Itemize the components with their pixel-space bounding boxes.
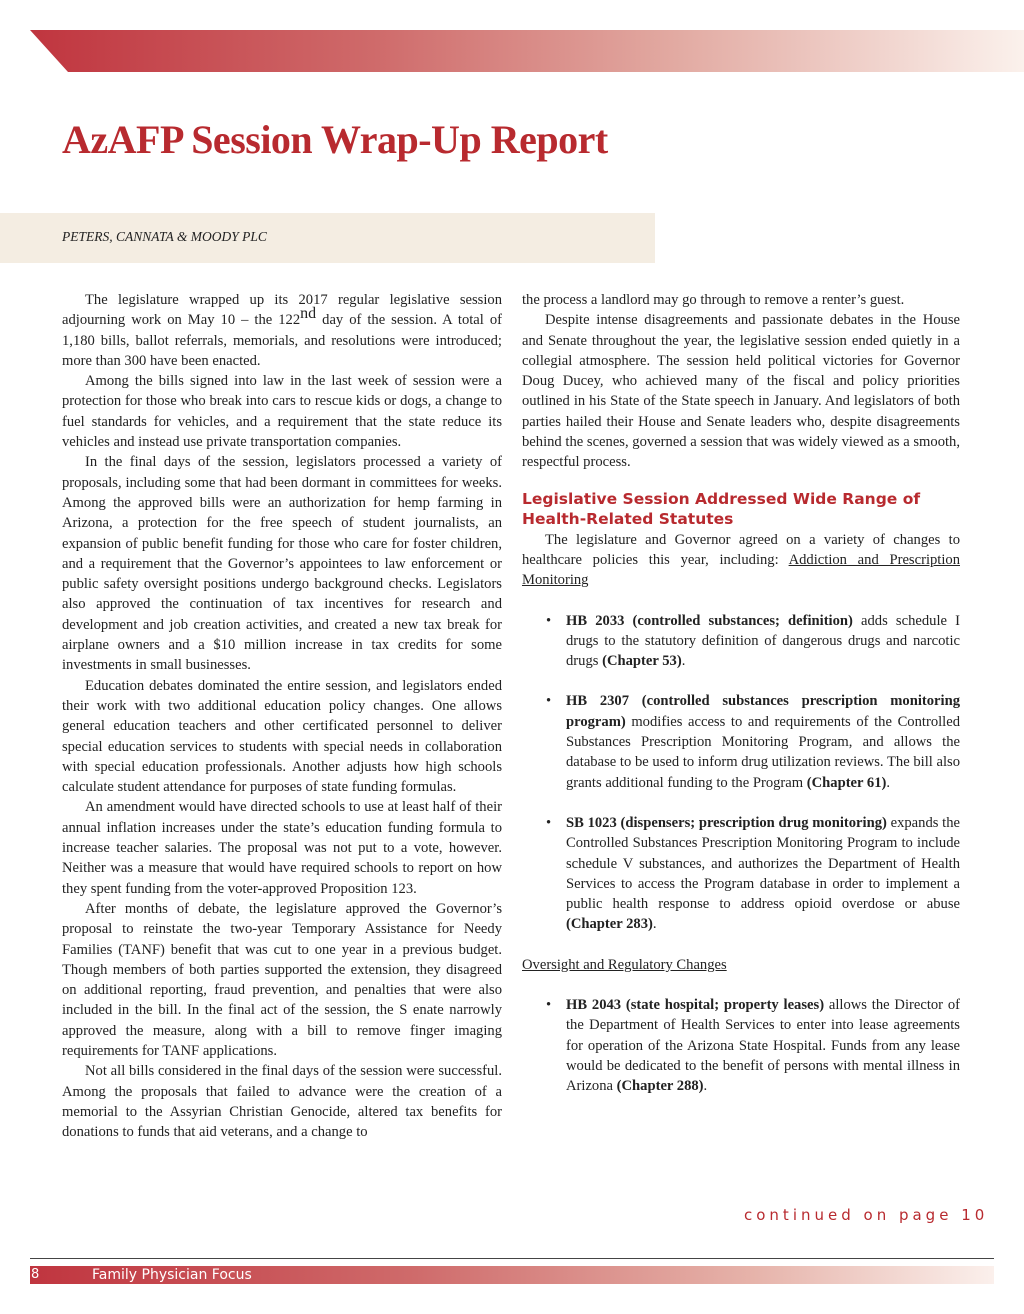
page-number: 8 [31,1267,40,1282]
bill-name: SB 1023 (dispensers; prescription drug monitoring) [566,814,887,831]
subheading-oversight: Oversight and Regulatory Changes [522,956,727,973]
paragraph [522,530,960,591]
bill-description: allows the Director of the Department of Health Services to enter into lease agreements for operation of the Arizona State Hospital. Funds from any lease would be dedicated to the benefit of persons with mental illness in Arizona [566,997,960,1095]
paragraph: Despite intense disagreements and passionate debates in the House and Senate throughout the year, the legislative session ended quietly in a collegial atmosphere. The session held political victories for Governor Doug Ducey, who achieved many of the fiscal and policy priorities outlined in his State of the State speech in January. And legislators of both parties hailed their House and Senate leaders who, despite disagreements behind the scenes, governed a session that was widely viewed as a smooth, respectful process. [522,312,960,471]
paragraph: An amendment would have directed schools to use at least half of their annual inflation increases under the state’s education funding formula to increase teacher salaries. The proposal was not put to a vote, however. Neither was a measure that would have required schools to report on how they spent funding from the voter-approved Proposition 123. [62,799,502,897]
list-item [522,611,960,672]
section-heading: Legislative Session Addressed Wide Range of Health-Related Statutes [522,489,921,529]
paragraph [62,290,502,371]
bill-chapter: (Chapter 61) [806,774,887,791]
list-item-text [566,691,960,792]
paragraph-text: day of the session. A total of 1,180 bills, ballot referrals, memorials, and resolutions were introduced; more than 300 have been enacted. [62,312,502,369]
paragraph: Among the bills signed into law in the last week of session were a protection for those who break into cars to rescue kids or dogs, a change to fuel standards for vehicles, and a requirement that the state reduce its vehicles and instead use private transportation companies. [62,373,502,451]
bill-name: HB 2043 (state hospital; property leases) [566,997,825,1014]
bill-chapter: (Chapter 288) [616,1078,704,1095]
left-column [62,290,502,1142]
superscript: nd [300,305,317,323]
right-column [522,290,960,1097]
page-title: AzAFP Session Wrap-Up Report [62,117,608,162]
list-item [522,691,960,792]
paragraph: Education debates dominated the entire session, and legislators ended their work with two additional education policy changes. One allows general education teachers and other certificated personnel to deliver special education services to students with special needs in collaboration with special education professionals. Another adjusts how high schools calculate student attendance for purposes of state funding formulas. [62,677,502,796]
header-banner [30,30,1024,72]
list-item-text [566,813,960,935]
footer-divider [30,1258,994,1259]
paragraph: Not all bills considered in the final days of the session were successful. Among the proposals that failed to advance were the creation of a memorial to the Assyrian Christian Genocide, altered tax benefits for donations to funds that aid veterans, and a change to [62,1063,502,1141]
punctuation: . [681,653,686,670]
list-item-text [566,995,960,1096]
bullet-icon: • [546,693,552,710]
list-item-text [566,611,960,672]
bullet-icon: • [546,814,552,831]
paragraph: In the final days of the session, legislators processed a variety of proposals, including some that had been dormant in committees for weeks. Among the approved bills were an authorization for hemp farming in Arizona, a protection for the free speech of student journalists, an expansion of public benefit funding for those who care for foster children, and a requirement that the Governor’s appointees to law enforcement or public safety oversight positions undergo background checks. Legislators also approved the continuation of tax incentives for research and development and job creation activities, and created a new tax break for airplane owners and a $10 million increase in tax credits for some investments in small businesses. [62,454,502,674]
bill-name: HB 2307 (controlled substances prescription monitoring program) [566,693,960,730]
publication-name: Family Physician Focus [92,1267,252,1283]
punctuation: . [703,1078,708,1095]
continued-link[interactable]: continued on page 10 [744,1206,989,1224]
paragraph: After months of debate, the legislature approved the Governor’s proposal to reinstate the two-year Temporary Assistance for Needy Families (TANF) benefit that was cut to one year in a previous budget. Though members of both parties supported the extension, they disagreed on additional reporting, fraud prevention, and penalties that were also included in the bill. In the final act of the session, the S enate narrowly approved the measure, along with a bill to remove finger imaging requirements for TANF applications. [62,900,502,1059]
bill-name: HB 2033 (controlled substances; definition) [566,612,853,629]
spacer [522,935,960,955]
subheading-addiction: Addiction and Prescription Monitoring [522,551,960,589]
punctuation: . [886,774,891,791]
bullet-icon: • [546,612,552,629]
paragraph-text: The legislature wrapped up its 2017 regular legislative session adjourning work on May 10 – the 122 [62,292,502,329]
list-item [522,995,960,1096]
bill-description: adds schedule I drugs to the statutory definition of dangerous drugs and narcotic drugs [566,612,960,670]
paragraph: the process a landlord may go through to remove a renter’s guest. [522,292,905,308]
bill-description: modifies access to and requirements of the Controlled Substances Prescription Monitoring Program, and allows the database to be used to inform drug utilization reviews. The bill also grants additional funding to the Program [566,713,960,791]
author-byline: PETERS, CANNATA & MOODY PLC [62,229,267,244]
bill-chapter: (Chapter 283) [566,916,653,933]
paragraph-text: The legislature and Governor agreed on a variety of changes to healthcare policies this year, including: [522,531,960,568]
bullet-icon: • [546,997,552,1014]
bill-description: expands the Controlled Substances Prescription Monitoring Program to include schedule V substances, and authorizes the Department of Health Services to access the Program database in order to implement a public health response to address opioid overdose or abuse [566,814,960,913]
punctuation: . [652,916,657,933]
bill-chapter: (Chapter 53) [602,653,682,670]
list-item [522,813,960,935]
